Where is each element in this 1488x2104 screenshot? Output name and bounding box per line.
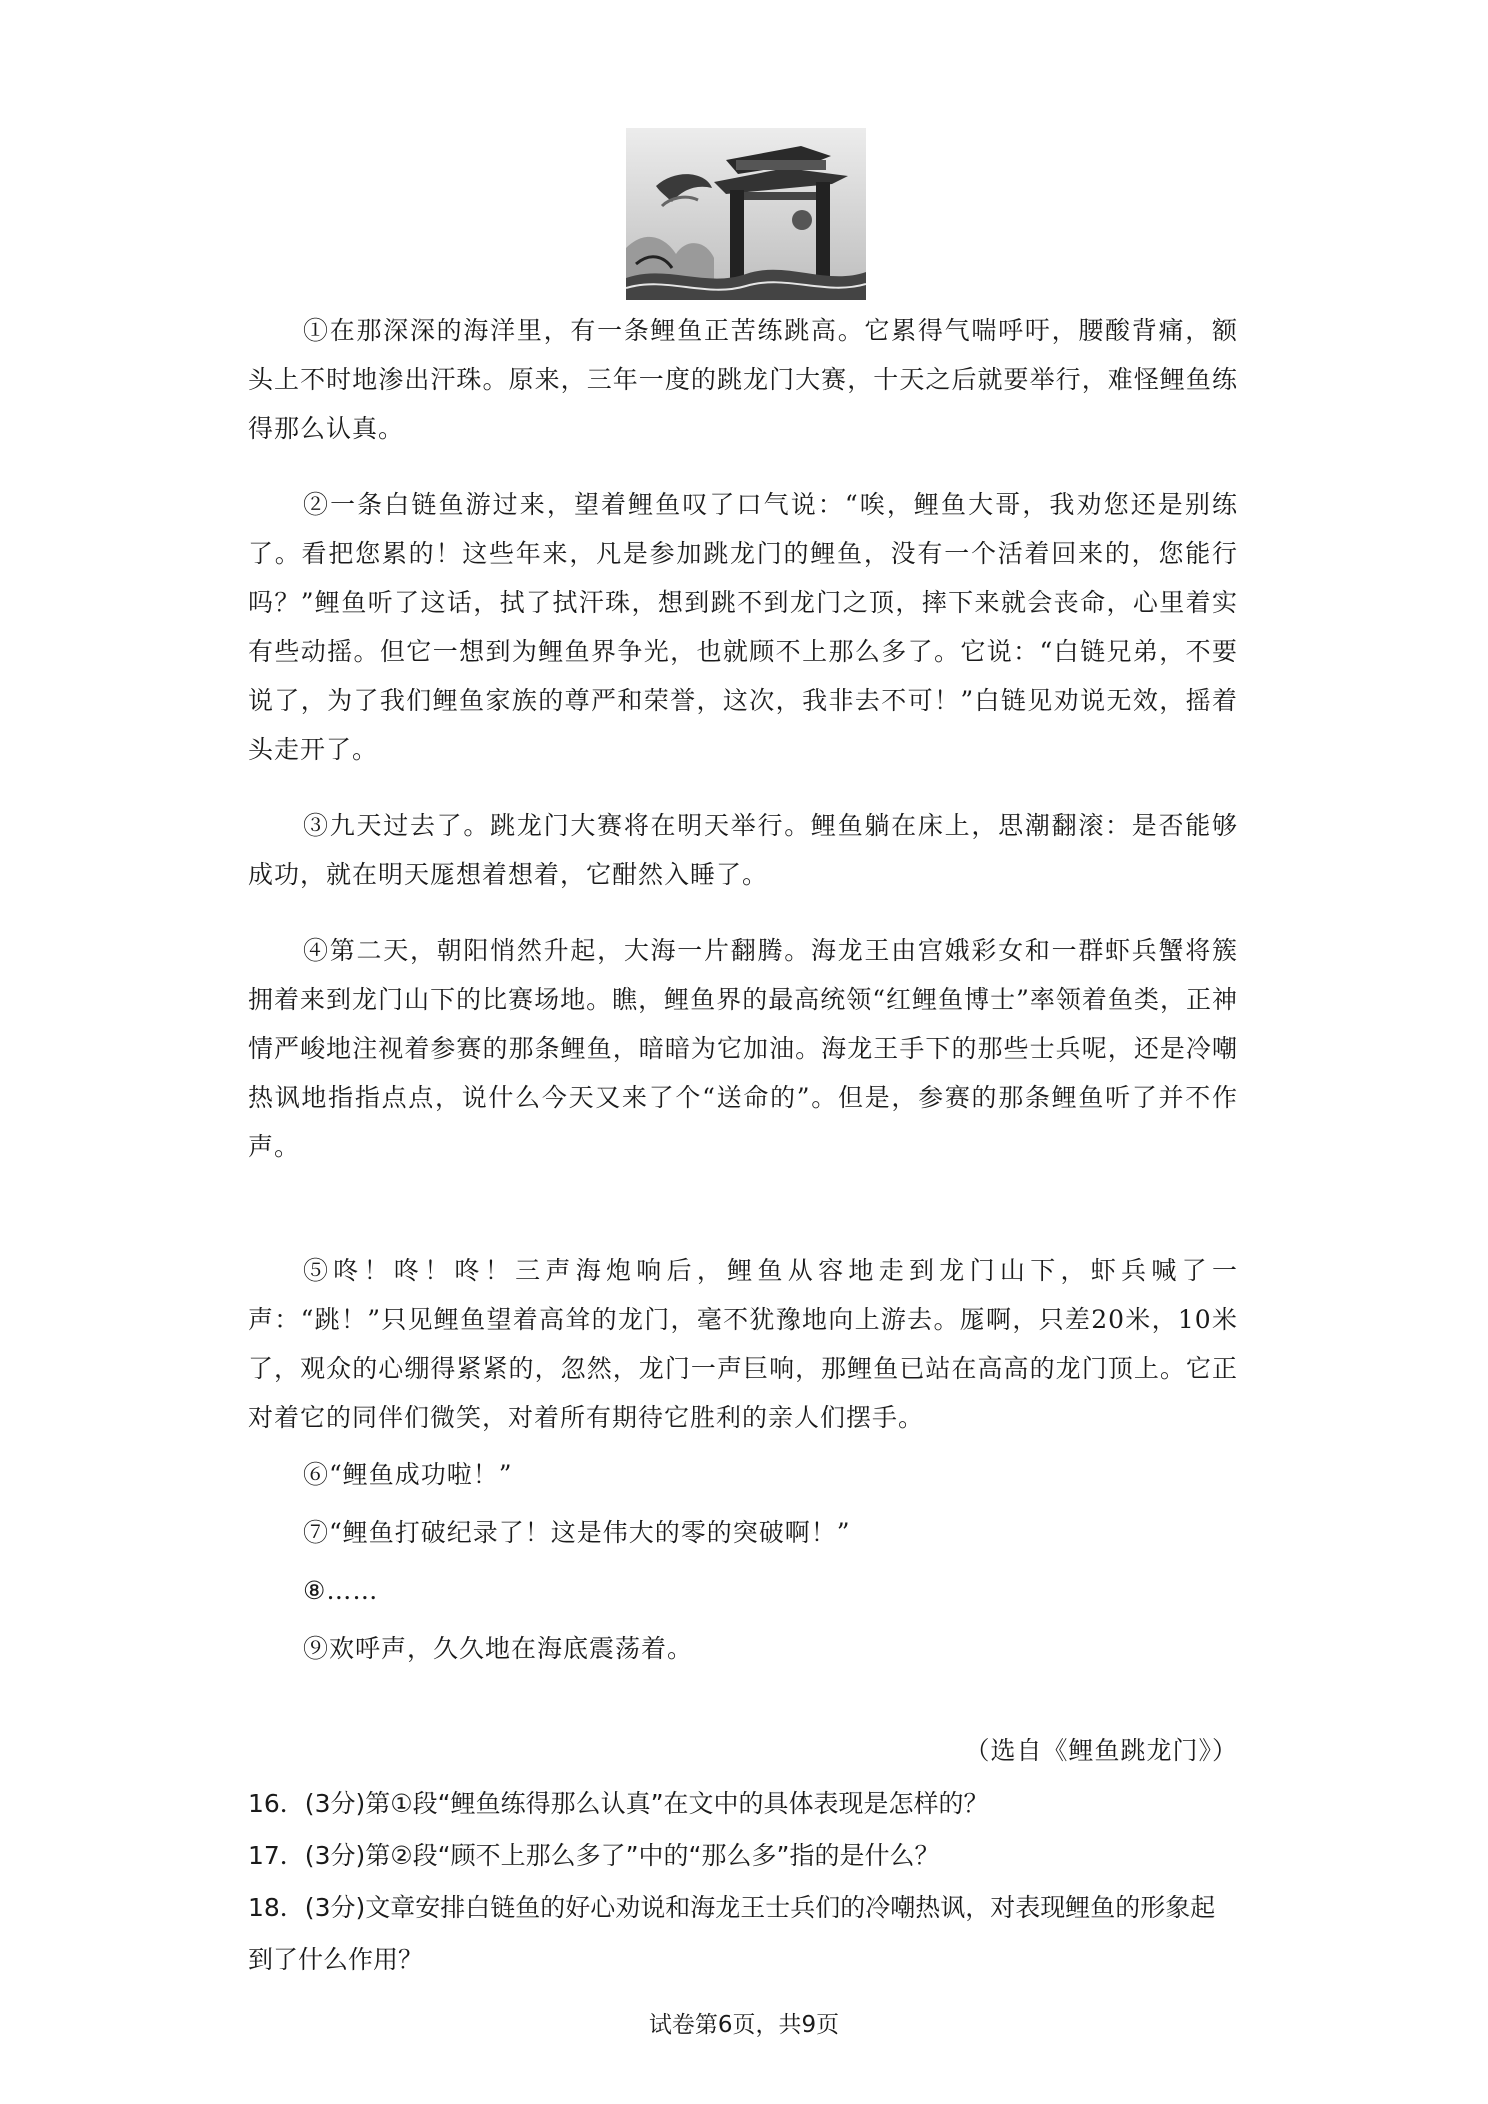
question-17: 17．(3分)第②段“顾不上那么多了”中的“那么多”指的是什么？	[248, 1841, 940, 1870]
question-16: 16．(3分)第①段“鲤鱼练得那么认真”在文中的具体表现是怎样的？	[248, 1789, 989, 1818]
question-18: 18．(3分)文章安排白链鱼的好心劝说和海龙王士兵们的冷嘲热讽，对表现鲤鱼的形象起到了什么作用？	[248, 1893, 1216, 1974]
paragraph-3: ③九天过去了。跳龙门大赛将在明天举行。鲤鱼躺在床上，思潮翻滚：是否能够成功，就在明天厖想着想着，它酣然入睡了。	[248, 811, 1238, 889]
carp-leaping-dragon-gate-illustration	[626, 128, 866, 300]
paragraph-2: ②一条白链鱼游过来，望着鲤鱼叹了口气说：“唉，鲤鱼大哥，我劝您还是别练了。看把您累的！这些年来，凡是参加跳龙门的鲤鱼，没有一个活着回来的，您能行吗？”鲤鱼听了这话，拭了拭汗珠，想到跳不到龙门之顶，摔下来就会丧命，心里着实有些动摇。但它一想到为鲤鱼界争光，也就顾不上那么多了。它说：“白链兄弟，不要说了，为了我们鲤鱼家族的尊严和荣誉，这次，我非去不可！”白链见劝说无效，摇着头走开了。	[248, 490, 1238, 764]
paragraph-4: ④第二天，朝阳悄然升起，大海一片翻腾。海龙王由宫娥彩女和一群虾兵蟹将簇拥着来到龙门山下的比赛场地。瞧，鲤鱼界的最高统领“红鲤鱼博士”率领着鱼类，正神情严峻地注视着参赛的那条鲤鱼，暗暗为它加油。海龙王手下的那些士兵呢，还是冷嘲热讽地指指点点，说什么今天又来了个“送命的”。但是，参赛的那条鲤鱼听了并不作声。	[248, 936, 1238, 1161]
paragraph-1: ①在那深深的海洋里，有一条鲤鱼正苦练跳高。它累得气喘呼吁，腰酸背痛，额头上不时地渗出汗珠。原来，三年一度的跳龙门大赛，十天之后就要举行，难怪鲤鱼练得那么认真。	[248, 316, 1238, 443]
paragraph-8: ⑧……	[303, 1576, 379, 1605]
paragraph-7: ⑦“鲤鱼打破纪录了！这是伟大的零的突破啊！”	[303, 1518, 851, 1547]
paragraph-5: ⑤咚！咚！咚！三声海炮响后，鲤鱼从容地走到龙门山下，虾兵喊了一声：“跳！”只见鲤鱼望着高耸的龙门，毫不犹豫地向上游去。厖啊，只差20米，10米了，观众的心绷得紧紧的，忽然，龙门一声巨响，那鲤鱼已站在高高的龙门顶上。它正对着它的同伴们微笑，对着所有期待它胜利的亲人们摆手。	[248, 1256, 1238, 1432]
source-citation: （选自《鲤鱼跳龙门》）	[964, 1736, 1238, 1765]
page-footer: 试卷第6页，共9页	[648, 2012, 840, 2038]
paragraph-6: ⑥“鲤鱼成功啦！”	[303, 1460, 513, 1489]
paragraph-9: ⑨欢呼声，久久地在海底震荡着。	[303, 1634, 694, 1663]
